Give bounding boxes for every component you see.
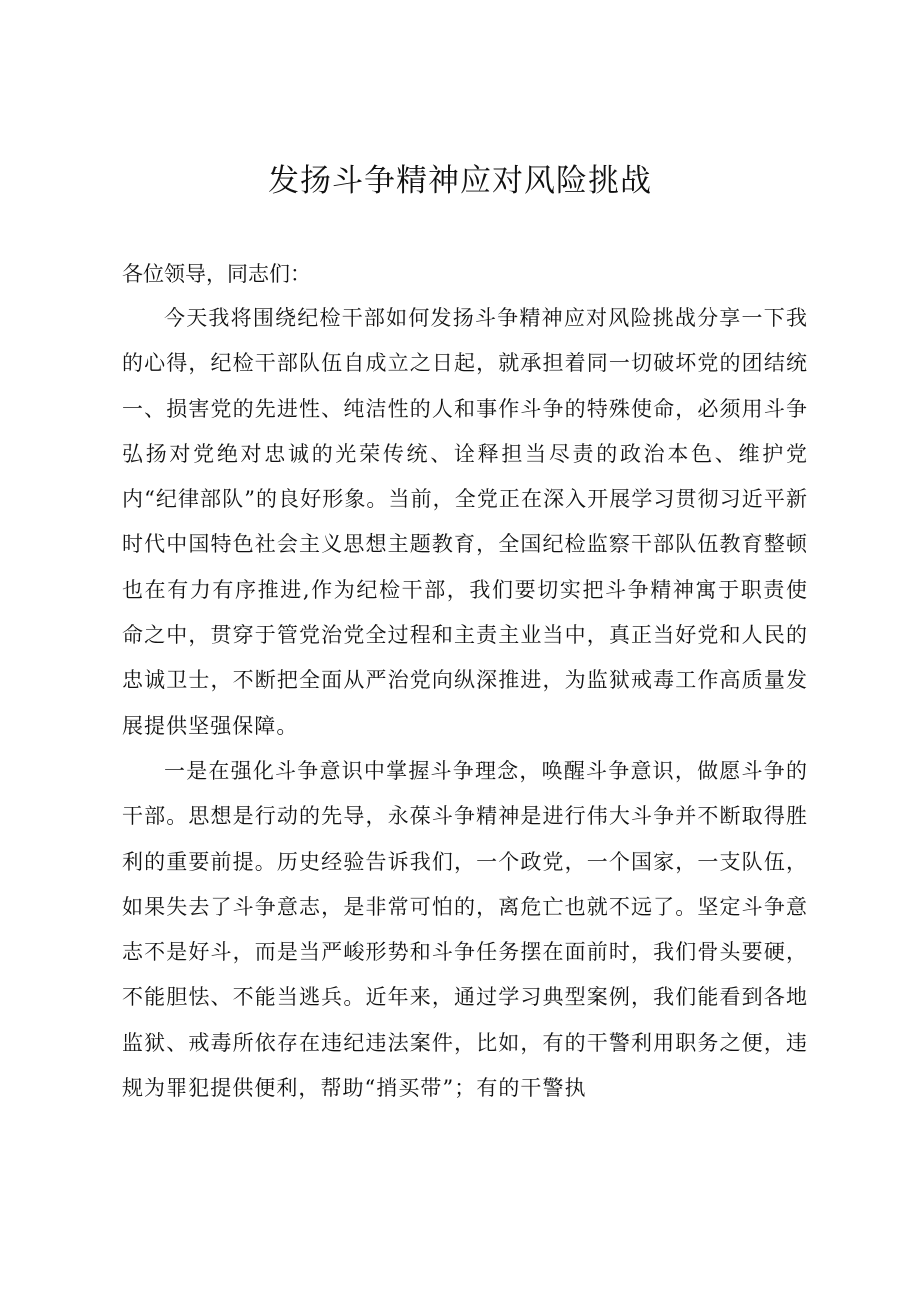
paragraph-point-one: 一是在强化斗争意识中掌握斗争理念，唤醒斗争意识，做愿斗争的干部。思想是行动的先导，永葆斗争精神是进行伟大斗争并不断取得胜利的重要前提。历史经验告诉我们，一个政党，一个国家，一支队伍，如果失去了斗争意志，是非常可怕的，离危亡也就不远了。坚定斗争意志不是好斗，而是当严峻形势和斗争任务摆在面前时，我们骨头要硬，不能胆怯、不能当逃兵。近年来，通过学习典型案例，我们能看到各地监狱、戒毒所依存在违纪违法案件，比如，有的干警利用职务之便，违规为罪犯提供便利，帮助“捎买带”；有的干警执 — [122, 758, 808, 1101]
salutation: 各位领导，同志们： — [122, 262, 311, 286]
document-body — [122, 296, 808, 1111]
document-title: 发扬斗争精神应对风险挑战 — [268, 163, 652, 199]
paragraph-intro: 今天我将围绕纪检干部如何发扬斗争精神应对风险挑战分享一下我的心得，纪检干部队伍自成立之日起，就承担着同一切破坏党的团结统一、损害党的先进性、纯洁性的人和事作斗争的特殊使命，必须用斗争弘扬对党绝对忠诚的光荣传统、诠释担当尽责的政治本色、维护党内“纪律部队”的良好形象。当前，全党正在深入开展学习贯彻习近平新时代中国特色社会主义思想主题教育，全国纪检监察干部队伍教育整顿也在有力有序推进,作为纪检干部，我们要切实把斗争精神寓于职责使命之中，贯穿于管党治党全过程和主责主业当中，真正当好党和人民的忠诚卫士，不断把全面从严治党向纵深推进，为监狱戒毒工作高质量发展提供坚强保障。 — [122, 306, 808, 738]
